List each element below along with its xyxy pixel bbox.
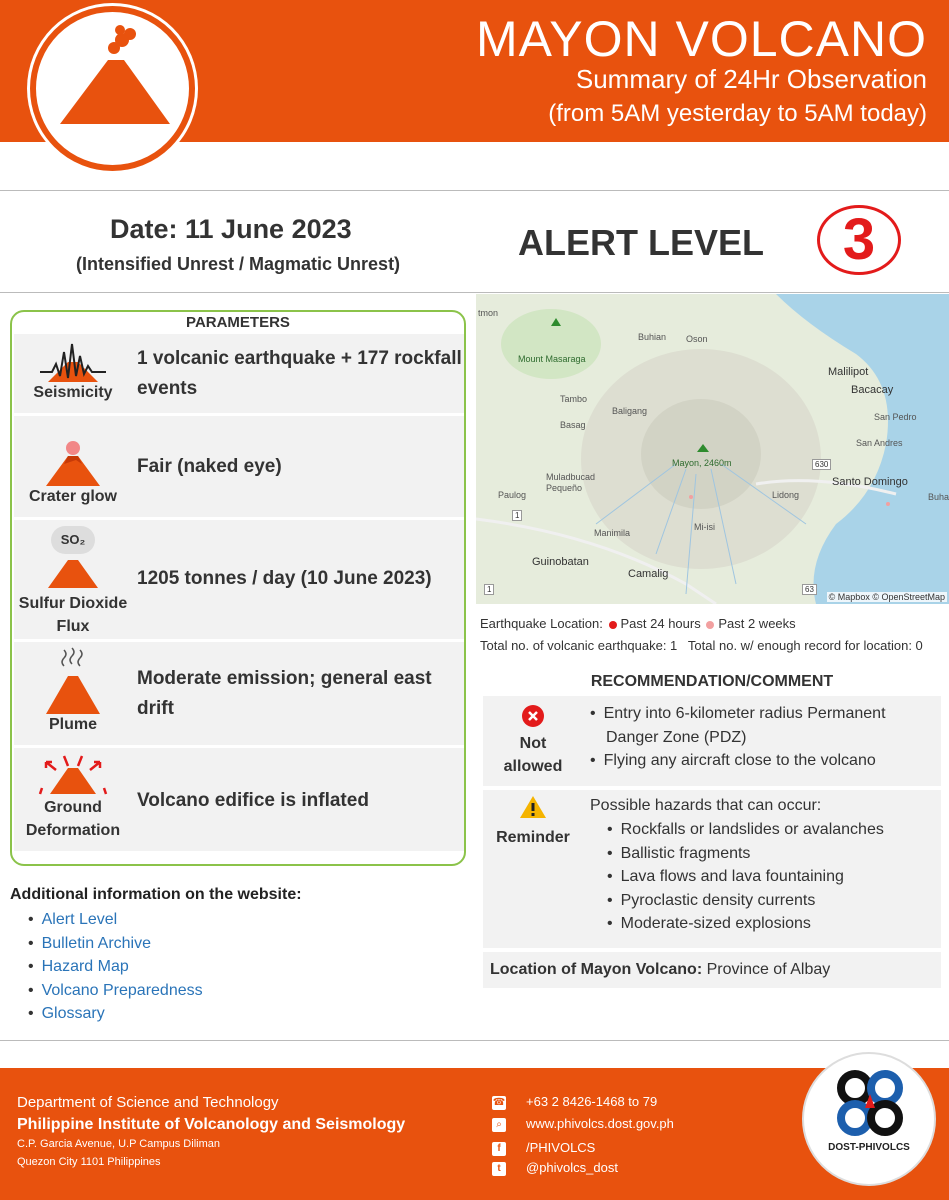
road-badge: 63 [802,584,817,595]
logo-text: DOST-PHIVOLCS [828,1142,910,1153]
map-label: Malilipot [828,366,869,378]
past-2w-dot-icon [706,621,714,629]
list-item: • Rockfalls or landslides or avalanches [607,818,884,842]
list-item: • Moderate-sized explosions [607,912,884,936]
not-allowed-label: allowed [503,758,563,775]
reminder-intro: Possible hazards that can occur: [590,797,822,814]
volcano-logo [30,6,195,171]
map-label: Camalig [628,568,669,580]
parameter-value: Fair (naked eye) [137,456,282,477]
list-item: • Pyroclastic density currents [607,889,884,913]
parameters-heading: PARAMETERS [186,314,290,331]
map-label: Buha [928,492,949,502]
recommendation-heading: RECOMMENDATION/COMMENT [590,673,834,690]
website-links [28,908,203,1026]
ground-deformation-icon [38,754,108,796]
not-allowed-label: Not [519,735,547,752]
parameter-value: Moderate emission; general east drift [137,668,432,719]
crater-glow-icon [38,438,108,488]
dost-logo-icon [835,1068,905,1138]
legend-title: Earthquake Location: [480,616,603,631]
divider [0,190,949,191]
contact-website[interactable]: ⌕ www.phivolcs.dost.gov.ph [492,1116,674,1132]
divider [0,292,949,293]
parameter-value: Volcano edifice is inflated [137,790,369,811]
contact-phone[interactable]: ☎ +63 2 8426-1468 to 79 [492,1094,658,1109]
map-label: Lidong [772,490,800,500]
divider [0,1040,949,1041]
location-value: Province of Albay [706,961,831,978]
phone-icon: ☎ [492,1096,506,1108]
parameter-row-plume [14,642,464,746]
parameter-label: Plume [48,716,97,733]
map-label: Muladbucad Pequeño [546,472,596,493]
twitter-icon: t [492,1162,506,1176]
contact-facebook[interactable]: f /PHIVOLCS [492,1140,595,1156]
parameter-value: 1205 tonnes / day (10 June 2023) [137,568,432,589]
volcano-location [483,952,941,988]
link-bulletin-archive[interactable]: • Bulletin Archive [28,932,203,956]
seismograph-icon [38,342,108,384]
parameters-panel [10,310,466,866]
list-item: • Lava flows and lava fountaining [607,865,884,889]
observation-period: (from 5AM yesterday to 5AM today) [548,100,927,127]
map-label: Mayon, 2460m [672,458,732,468]
parameter-row-seismicity [14,334,464,414]
institute-name: Philippine Institute of Volcanology and Seismology [17,1116,406,1133]
so2-cloud-icon: SO₂ [51,526,95,554]
plume-icon [38,646,108,716]
alert-level-label: ALERT LEVEL [518,222,765,263]
map-attribution[interactable]: © Mapbox © OpenStreetMap [828,592,945,602]
hazard-list [607,818,884,936]
map-label: tmon [478,308,499,318]
department-name: Department of Science and Technology [17,1094,279,1111]
map-label: Mount Masaraga [518,354,586,364]
map-label: Baligang [612,406,648,416]
list-item: • Ballistic fragments [607,842,884,866]
parameter-row-ground-deformation [14,748,464,852]
map-label: Santo Domingo [832,476,908,488]
past-24h-dot-icon [609,621,617,629]
reminder-label: Reminder [496,829,570,846]
link-glossary[interactable]: • Glossary [28,1002,203,1026]
list-item: • Flying any aircraft close to the volcano [590,749,935,773]
total-volcanic-earthquakes: Total no. of volcanic earthquake: 1 [480,638,678,653]
map-label: Oson [686,334,708,344]
alert-level-badge: 3 [817,205,901,275]
link-volcano-preparedness[interactable]: • Volcano Preparedness [28,979,203,1003]
map-label: Buhian [638,332,667,342]
facebook-icon: f [492,1142,506,1156]
parameter-label: Ground Deformation [25,799,121,839]
parameter-label: Seismicity [33,384,113,401]
location-label: Location of Mayon Volcano: [490,961,703,978]
map-label: Tambo [560,394,588,404]
reminder-section [483,790,941,948]
link-hazard-map[interactable]: • Hazard Map [28,955,203,979]
road-badge: 1 [512,510,522,521]
web-search-icon: ⌕ [492,1118,506,1132]
map-label: Basag [560,420,586,430]
earthquake-totals [480,638,923,653]
earthquake-map[interactable] [476,294,949,604]
address-line: C.P. Garcia Avenue, U.P Campus Diliman [17,1138,220,1150]
dost-phivolcs-logo [802,1052,936,1186]
map-label: San Pedro [874,412,917,422]
report-date: Date: 11 June 2023 [110,214,352,244]
parameter-label: Crater glow [28,488,117,505]
road-badge: 630 [812,459,831,470]
address-line: Quezon City 1101 Philippines [17,1156,161,1168]
page-subtitle: Summary of 24Hr Observation [575,64,927,94]
earthquake-legend [480,616,796,631]
volcano-icon [38,554,108,590]
volcano-icon [52,20,172,140]
page-title: MAYON VOLCANO [475,11,927,67]
not-allowed-section [483,696,941,786]
total-located-earthquakes: Total no. w/ enough record for location: 0 [687,638,923,653]
map-label: Bacacay [851,384,894,396]
map-label: Mi-isi [694,522,715,532]
warning-icon [519,794,547,820]
parameter-value: 1 volcanic earthquake + 177 rockfall events [137,348,462,399]
prohibited-icon [521,704,545,728]
additional-info-title: Additional information on the website: [10,886,302,903]
parameter-row-crater-glow [14,416,464,518]
list-item: • Entry into 6-kilometer radius Permanent Danger Zone (PDZ) [590,702,935,749]
parameter-row-so2-flux [14,520,464,640]
legend-past-24h: Past 24 hours [620,616,701,631]
link-alert-level[interactable]: • Alert Level [28,908,203,932]
unrest-status: (Intensified Unrest / Magmatic Unrest) [76,254,401,274]
parameter-label: Sulfur Dioxide Flux [18,595,128,635]
road-badge: 1 [484,584,494,595]
legend-past-2w: Past 2 weeks [718,616,796,631]
not-allowed-list [590,702,935,773]
map-label: San Andres [856,438,903,448]
contact-twitter[interactable]: t @phivolcs_dost [492,1160,618,1176]
map-label: Guinobatan [532,556,589,568]
map-label: Manimila [594,528,631,538]
map-label: Paulog [498,490,527,500]
